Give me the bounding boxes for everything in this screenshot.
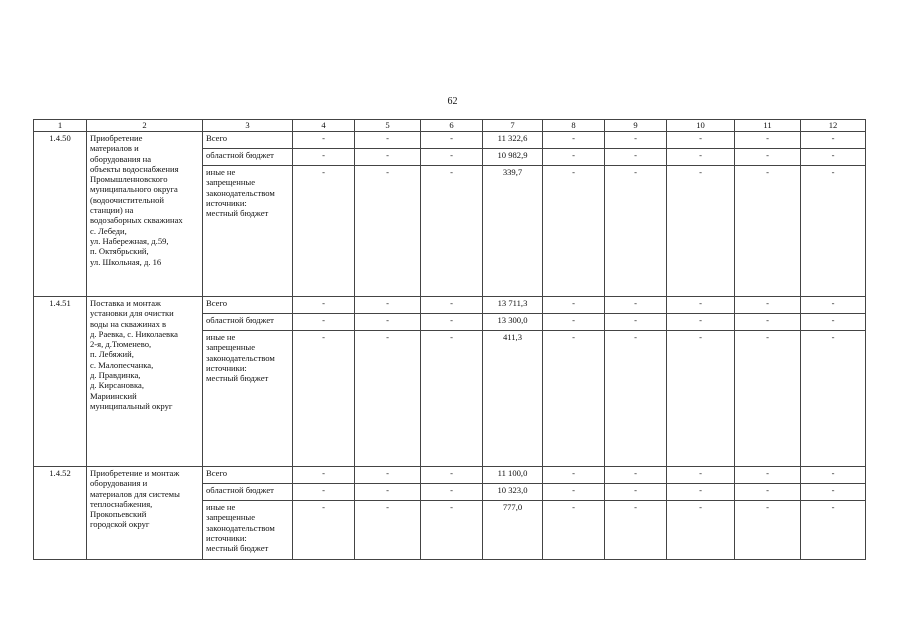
value-cell: - [735,331,801,467]
header-cell: 6 [421,120,483,132]
value-cell: - [543,331,605,467]
funding-source: Всего [203,467,293,484]
value-cell: - [355,467,421,484]
value-cell: - [293,314,355,331]
value-cell: 339,7 [483,166,543,297]
value-cell: - [667,331,735,467]
value-cell: - [801,297,866,314]
value-cell: - [605,149,667,166]
value-cell: - [355,149,421,166]
value-cell: - [667,132,735,149]
value-cell: - [355,297,421,314]
value-cell: - [543,149,605,166]
value-cell: - [543,484,605,501]
value-cell: - [355,501,421,560]
value-cell: - [735,297,801,314]
value-cell: - [543,166,605,297]
value-cell: - [801,501,866,560]
value-cell: - [735,314,801,331]
item-number: 1.4.51 [34,297,87,467]
value-cell: - [801,132,866,149]
header-cell: 10 [667,120,735,132]
value-cell: - [543,467,605,484]
value-cell: - [667,149,735,166]
value-cell: - [355,166,421,297]
value-cell: 11 322,6 [483,132,543,149]
value-cell: - [421,297,483,314]
funding-source: областной бюджет [203,484,293,501]
value-cell: - [735,166,801,297]
value-cell: - [735,467,801,484]
value-cell: - [421,484,483,501]
value-cell: - [605,467,667,484]
value-cell: - [605,166,667,297]
header-cell: 2 [87,120,203,132]
value-cell: - [421,501,483,560]
value-cell: - [293,467,355,484]
value-cell: - [735,149,801,166]
value-cell: - [355,132,421,149]
value-cell: - [735,484,801,501]
value-cell: - [735,132,801,149]
value-cell: - [421,331,483,467]
funding-source: Всего [203,297,293,314]
value-cell: - [355,314,421,331]
header-cell: 1 [34,120,87,132]
page-number: 62 [447,96,458,107]
value-cell: - [667,484,735,501]
funding-source: областной бюджет [203,314,293,331]
value-cell: - [801,166,866,297]
funding-source: иные не запрещенные законодательством источники: местный бюджет [203,501,293,560]
header-cell: 5 [355,120,421,132]
value-cell: - [667,467,735,484]
value-cell: - [605,132,667,149]
value-cell: - [421,149,483,166]
value-cell: - [801,331,866,467]
funding-source: областной бюджет [203,149,293,166]
header-cell: 3 [203,120,293,132]
value-cell: - [605,297,667,314]
value-cell: 13 711,3 [483,297,543,314]
value-cell: 777,0 [483,501,543,560]
value-cell: - [605,314,667,331]
value-cell: - [355,331,421,467]
value-cell: - [735,501,801,560]
header-cell: 7 [483,120,543,132]
budget-table [33,119,866,560]
funding-source: иные не запрещенные законодательством источники: местный бюджет [203,166,293,297]
table-row [34,132,866,149]
value-cell: - [667,314,735,331]
value-cell: - [293,132,355,149]
value-cell: - [293,484,355,501]
value-cell: 411,3 [483,331,543,467]
value-cell: - [293,166,355,297]
value-cell: - [293,297,355,314]
value-cell: - [355,484,421,501]
value-cell: - [605,331,667,467]
value-cell: 13 300,0 [483,314,543,331]
value-cell: - [293,331,355,467]
funding-source: Всего [203,132,293,149]
value-cell: - [293,501,355,560]
value-cell: - [293,149,355,166]
value-cell: - [543,297,605,314]
value-cell: - [667,166,735,297]
table-row [34,297,866,314]
value-cell: - [605,484,667,501]
value-cell: - [421,467,483,484]
funding-source: иные не запрещенные законодательством источники: местный бюджет [203,331,293,467]
value-cell: - [421,132,483,149]
header-row [34,120,866,132]
value-cell: - [543,314,605,331]
item-description: Поставка и монтаж установки для очистки воды на скважинах в д. Раевка, с. Николаевка 2-я, д.Тюменево, п. Лебяжий, с. Малопесчанка, д. Правдинка, д. Кирсановка, Мариинский муниципальный округ [87,297,203,467]
item-description: Приобретение материалов и оборудования на объекты водоснабжения Промышленновского муниципального округа (водоочистительной станции) на водозаборных скважинах с. Лебеди, ул. Набережная, д.59, п. Октябрьский, ул. Школьная, д. 16 [87,132,203,297]
value-cell: - [667,297,735,314]
value-cell: - [667,501,735,560]
table-row [34,467,866,484]
header-cell: 11 [735,120,801,132]
value-cell: - [801,467,866,484]
value-cell: - [543,132,605,149]
item-number: 1.4.52 [34,467,87,560]
value-cell: - [801,484,866,501]
value-cell: - [801,149,866,166]
header-cell: 4 [293,120,355,132]
item-description: Приобретение и монтаж оборудования и материалов для системы теплоснабжения, Прокопьевский городской округ [87,467,203,560]
item-number: 1.4.50 [34,132,87,297]
value-cell: - [605,501,667,560]
value-cell: - [801,314,866,331]
header-cell: 9 [605,120,667,132]
value-cell: 11 100,0 [483,467,543,484]
value-cell: - [421,314,483,331]
value-cell: - [543,501,605,560]
header-cell: 8 [543,120,605,132]
value-cell: 10 982,9 [483,149,543,166]
header-cell: 12 [801,120,866,132]
value-cell: - [421,166,483,297]
value-cell: 10 323,0 [483,484,543,501]
